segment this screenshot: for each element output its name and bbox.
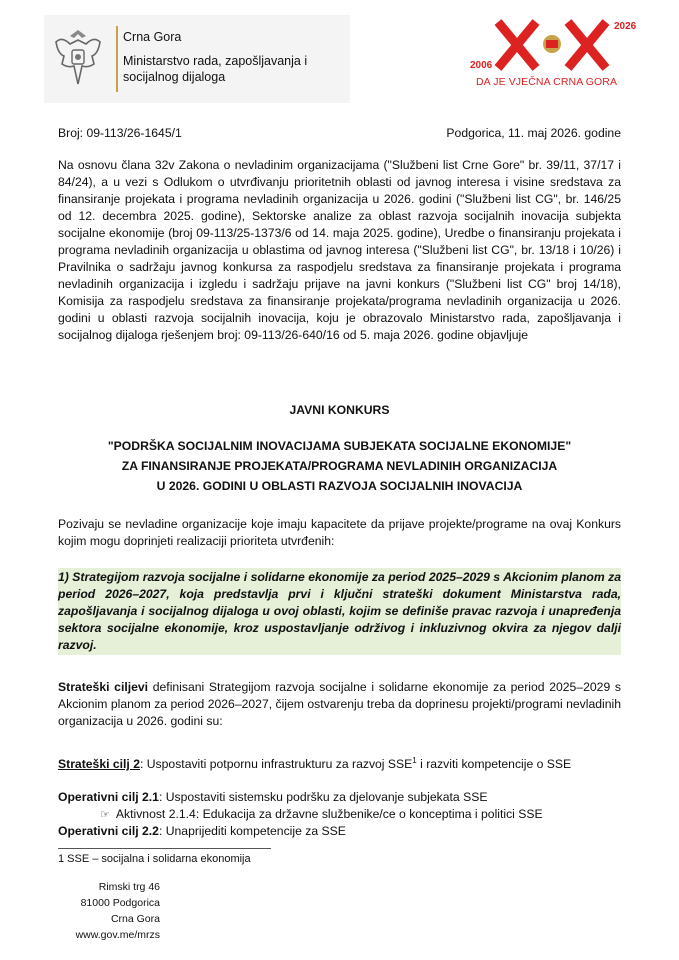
footnote: 1 SSE – socijalna i solidarna ekonomija	[58, 853, 251, 865]
operative-goal-text: : Unaprijediti kompetencije za SSE	[158, 824, 346, 838]
strategic-goals-text: definisani Strategijom razvoja socijalne i solidarne ekonomije za period 2025–2029 s Akcionim planom za period 2026–2027, čijem ostvarenju treba da doprinesu projekti/programi nevladinih organizacija u 2026. godini su:	[58, 680, 621, 728]
address-website[interactable]: www.gov.me/mrzs	[75, 929, 160, 941]
year-end: 2026	[614, 21, 637, 32]
operative-goal-label: Operativni cilj 2.1	[58, 790, 159, 804]
footnote-divider	[58, 848, 271, 849]
operative-goal-text: : Uspostaviti sistemsku podršku za djelovanje subjekata SSE	[158, 790, 488, 804]
activity-text: Aktivnost 2.1.4: Edukacija za državne službenike/ce o konceptima i politici SSE	[115, 807, 543, 821]
intro-paragraph: Na osnovu člana 32v Zakona o nevladinim organizacijama ("Službeni list Crne Gore" br. 39/11, 37/17 i 84/24), a u vezi s Odlukom o utvrđivanju prioritetnih oblasti od javnog interesa i visine sredstava za finansiranje projekata i programa nevladinih organizacija u 2026. godini ("Službeni list CG", br. 146/25 od 12. decembra 2025. godine), Sektorske analize za oblast razvoja socijalnih inovacija subjekta socijalne ekonomije (broj 09-113/25-1373/6 od 14. maja 2025. godine), Uredbe o finansiranju projekata i programa nevladinih organizacija u oblastima od javnog interesa ("Službeni list CG", br. 13/18 i 10/26) i Pravilnika o sadržaju javnog konkursa za raspodjelu sredstava za finansiranje projekata i programa nevladinih organizacija i izgledu i sadržaju prijave na javni konkurs ("Službeni list CG" broj 14/18), Komisija za raspodjelu sredstava za finansiranje projekata/programa nevladinih organizacija u 2026. godini u oblasti razvoja socijalnih inovacija, koju je obrazovalo Ministarstvo rada, zapošljavanja i socijalnog dijaloga rješenjem broj: 09-113/26-640/16 od 5. maja 2026. godine objavljuje	[58, 158, 621, 342]
operative-goal-2-1	[58, 789, 487, 806]
invitation-paragraph: Pozivaju se nevladine organizacije koje imaju kapacitete da prijave projekte/programe na ovaj Konkurs kojim mogu doprinjeti realizaciji prioriteta utvrđenih:	[58, 517, 621, 548]
document-number: Broj: 09-113/26-1645/1	[58, 126, 182, 140]
subtitle-line-1: "PODRŠKA SOCIJALNIM INOVACIJAMA SUBJEKATA SOCIJALNE EKONOMIJE"	[107, 439, 572, 453]
operative-goal-2-2	[58, 823, 346, 840]
strategic-goal-text: : Uspostaviti potpornu infrastrukturu za razvoj SSE	[139, 757, 413, 772]
footnote-ref: 1	[412, 756, 417, 765]
priority-highlight: 1) Strategijom razvoja socijalne i solidarne ekonomije za period 2025–2029 s Akcionim planom za period 2026–2027, koja predstavlja prvi i ključni strateški dokument Ministarstva rada, zapošljavanja i socijalnog dijaloga u ovoj oblasti, kojim se definiše pravac razvoja i unapređenja sektora socijalne ekonomije, kroz uspostavljanje održivog i inkluzivnog okvira za njegov dalji razvoj.	[58, 568, 621, 655]
strategic-goals-label: Strateški ciljevi	[58, 680, 149, 694]
document-title: JAVNI KONKURS	[289, 403, 390, 417]
anniversary-caption: DA JE VJEČNA CRNA GORA	[476, 76, 618, 88]
address-country: Crna Gora	[110, 913, 160, 925]
subtitle-line-2: ZA FINANSIRANJE PROJEKATA/PROGRAMA NEVLADINIH ORGANIZACIJA	[121, 459, 558, 473]
strategic-goals-paragraph	[58, 679, 621, 730]
strategic-goal-text-2: i razviti kompetencije o SSE	[416, 757, 572, 772]
country-name: Crna Gora	[123, 30, 182, 44]
coat-of-arms-icon	[48, 24, 108, 92]
strategic-goal-label: Strateški cilj 2	[58, 757, 140, 772]
address-street: Rimski trg 46	[98, 881, 160, 893]
subtitle-line-3: U 2026. GODINI U OBLASTI RAZVOJA SOCIJALNIH INOVACIJA	[156, 479, 523, 493]
activity-2-1-4	[100, 806, 543, 824]
operative-goal-label: Operativni cilj 2.2	[58, 824, 159, 838]
ministry-name: Ministarstvo rada, zapošljavanja i socijalnog dijaloga	[123, 54, 308, 84]
address-city: 81000 Podgorica	[80, 897, 160, 909]
place-date: Podgorica, 11. maj 2026. godine	[446, 126, 621, 140]
strategic-goal-2	[58, 752, 571, 773]
year-start: 2006	[470, 60, 493, 71]
header-divider	[116, 26, 118, 92]
pointing-hand-icon: ☞	[100, 809, 110, 821]
